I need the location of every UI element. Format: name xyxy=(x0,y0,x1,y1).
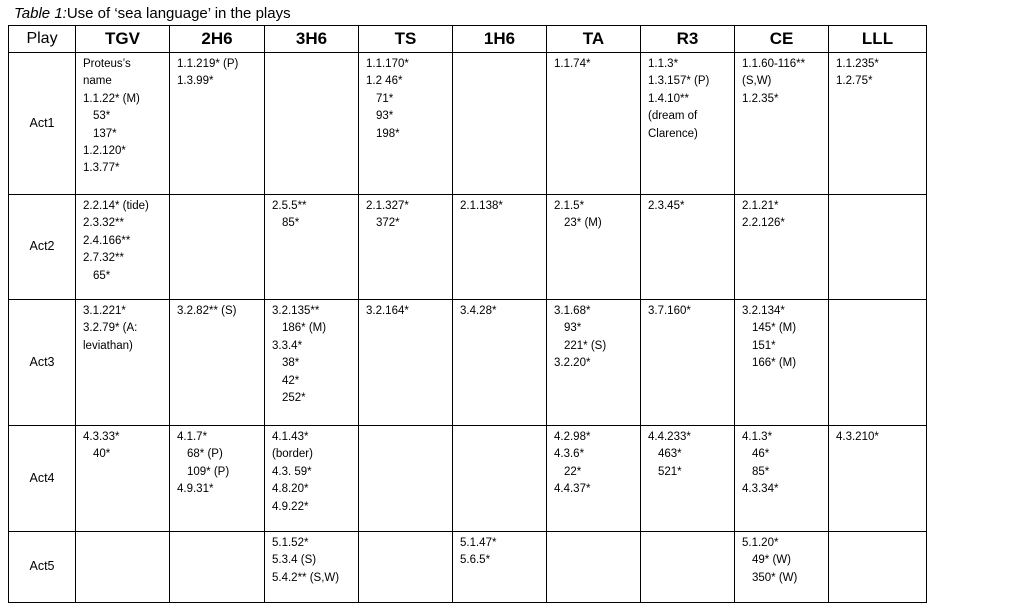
scene-reference: 2.5.5** xyxy=(272,200,307,212)
table-cell xyxy=(170,53,265,195)
table-cell xyxy=(547,426,641,532)
scene-reference: 2.3.32** xyxy=(83,217,124,230)
scene-reference: Clarence) xyxy=(648,127,698,140)
scene-reference: 5.1.47* xyxy=(460,537,497,549)
column-header-lll: LLL xyxy=(829,26,927,53)
scene-reference: 4.9.31* xyxy=(177,483,214,496)
scene-reference: 4.2.98* xyxy=(554,431,591,443)
scene-reference: 3.1.68* xyxy=(554,305,591,317)
table-cell xyxy=(547,195,641,300)
scene-reference: 1.1.3* xyxy=(648,58,679,70)
scene-reference: 151* xyxy=(752,339,776,352)
scene-reference: 4.3.210* xyxy=(836,431,879,443)
scene-reference: 71* xyxy=(376,92,394,105)
table-cell xyxy=(641,532,735,603)
table-cell xyxy=(453,426,547,532)
table-row-act1 xyxy=(9,53,927,195)
scene-reference: 2.2.126* xyxy=(742,217,785,230)
scene-reference: 5.1.52* xyxy=(272,537,309,549)
scene-reference: 4.3.34* xyxy=(742,483,779,496)
scene-reference: 3.3.4* xyxy=(272,339,303,352)
table-row-act3 xyxy=(9,300,927,426)
sea-language-table xyxy=(8,25,927,603)
table-body xyxy=(9,53,927,603)
scene-reference: 137* xyxy=(93,127,117,140)
scene-reference: 3.1.221* xyxy=(83,305,126,317)
table-cell xyxy=(265,195,359,300)
scene-reference: 2.1.327* xyxy=(366,200,409,212)
scene-reference: 198* xyxy=(376,127,400,140)
column-header-ta: TA xyxy=(547,26,641,53)
table-cell xyxy=(735,532,829,603)
scene-reference: 4.9.22* xyxy=(272,500,309,513)
scene-reference: 1.3.77* xyxy=(83,162,120,175)
scene-reference: 4.8.20* xyxy=(272,483,309,496)
scene-reference: 1.1.219* (P) xyxy=(177,58,239,70)
column-header-r3: R3 xyxy=(641,26,735,53)
scene-reference: 2.2.14* (tide) xyxy=(83,200,149,212)
column-header-1h6: 1H6 xyxy=(453,26,547,53)
table-row-act4 xyxy=(9,426,927,532)
scene-reference: leviathan) xyxy=(83,339,133,352)
scene-reference: 3.2.79* (A: xyxy=(83,322,138,335)
table-cell xyxy=(453,53,547,195)
scene-reference: 4.1.3* xyxy=(742,431,773,443)
scene-reference: 166* (M) xyxy=(752,357,797,370)
scene-reference: 3.2.135** xyxy=(272,305,320,317)
scene-reference: 2.1.21* xyxy=(742,200,779,212)
scene-reference: 1.2.120* xyxy=(83,145,126,158)
scene-reference: 5.4.2** (S,W) xyxy=(272,571,340,584)
scene-reference: 4.4.37* xyxy=(554,483,591,496)
table-cell xyxy=(735,426,829,532)
table-cell xyxy=(76,426,170,532)
table-cell xyxy=(359,426,453,532)
scene-reference: 521* xyxy=(658,465,682,478)
scene-reference: Proteus’s xyxy=(83,58,131,70)
column-header-play: Play xyxy=(9,26,76,53)
scene-reference: name xyxy=(83,75,112,88)
column-header-3h6: 3H6 xyxy=(265,26,359,53)
table-cell xyxy=(547,532,641,603)
scene-reference: 3.2.20* xyxy=(554,357,591,370)
scene-reference: 40* xyxy=(93,448,111,461)
scene-reference: 65* xyxy=(93,269,111,282)
scene-reference: 42* xyxy=(282,374,300,387)
table-cell xyxy=(735,53,829,195)
act-label: Act3 xyxy=(9,300,76,426)
scene-reference: 3.4.28* xyxy=(460,305,497,317)
scene-reference: 4.4.233* xyxy=(648,431,691,443)
scene-reference: 252* xyxy=(282,392,306,405)
table-cell xyxy=(265,300,359,426)
table-cell xyxy=(359,532,453,603)
column-header-ts: TS xyxy=(359,26,453,53)
table-cell xyxy=(359,53,453,195)
table-cell xyxy=(76,300,170,426)
scene-reference: 1.1.74* xyxy=(554,58,591,70)
column-header-tgv: TGV xyxy=(76,26,170,53)
scene-reference: 22* xyxy=(564,465,582,478)
column-header-ce: CE xyxy=(735,26,829,53)
scene-reference: 1.2 46* xyxy=(366,75,403,88)
scene-reference: 85* xyxy=(282,217,300,230)
scene-reference: 5.1.20* xyxy=(742,537,779,549)
scene-reference: (S,W) xyxy=(742,75,772,88)
table-cell xyxy=(170,300,265,426)
table-cell xyxy=(76,195,170,300)
table-cell xyxy=(170,195,265,300)
scene-reference: 3.7.160* xyxy=(648,305,691,317)
table-cell xyxy=(829,532,927,603)
column-header-2h6: 2H6 xyxy=(170,26,265,53)
table-cell xyxy=(829,53,927,195)
scene-reference: 1.2.75* xyxy=(836,75,873,88)
scene-reference: 3.2.134* xyxy=(742,305,785,317)
scene-reference: 109* (P) xyxy=(187,465,230,478)
scene-reference: 85* xyxy=(752,465,770,478)
scene-reference: 46* xyxy=(752,448,770,461)
table-cell xyxy=(641,195,735,300)
scene-reference: 5.6.5* xyxy=(460,554,491,567)
scene-reference: 5.3.4 (S) xyxy=(272,554,317,567)
scene-reference: 4.1.43* xyxy=(272,431,309,443)
scene-reference: 93* xyxy=(564,322,582,335)
scene-reference: 3.2.164* xyxy=(366,305,409,317)
scene-reference: (border) xyxy=(272,448,313,461)
scene-reference: 2.4.166** xyxy=(83,234,131,247)
scene-reference: 49* (W) xyxy=(752,554,791,567)
act-label: Act4 xyxy=(9,426,76,532)
caption-label: Table 1: xyxy=(14,5,67,22)
scene-reference: 4.3. 59* xyxy=(272,465,312,478)
scene-reference: 2.1.5* xyxy=(554,200,585,212)
table-cell xyxy=(547,53,641,195)
table-cell xyxy=(735,195,829,300)
table-cell xyxy=(170,532,265,603)
scene-reference: 463* xyxy=(658,448,682,461)
scene-reference: 1.1.235* xyxy=(836,58,879,70)
scene-reference: 1.3.157* (P) xyxy=(648,75,710,88)
scene-reference: 4.3.33* xyxy=(83,431,120,443)
table-cell xyxy=(641,53,735,195)
table-caption xyxy=(14,4,291,23)
scene-reference: 2.7.32** xyxy=(83,252,124,265)
scene-reference: 1.4.10** xyxy=(648,92,689,105)
scene-reference: 186* (M) xyxy=(282,322,327,335)
scene-reference: 2.3.45* xyxy=(648,200,685,212)
table-row-act2 xyxy=(9,195,927,300)
table-cell xyxy=(641,426,735,532)
scene-reference: 1.3.99* xyxy=(177,75,214,88)
table-cell xyxy=(453,300,547,426)
act-label: Act2 xyxy=(9,195,76,300)
table-cell xyxy=(829,300,927,426)
scene-reference: 4.1.7* xyxy=(177,431,208,443)
scene-reference: 1.1.170* xyxy=(366,58,409,70)
caption-text: Use of ‘sea language’ in the plays xyxy=(66,5,291,22)
scene-reference: 372* xyxy=(376,217,400,230)
scene-reference: 53* xyxy=(93,110,111,123)
table-cell xyxy=(265,426,359,532)
table-cell xyxy=(359,300,453,426)
table-cell xyxy=(453,195,547,300)
scene-reference: 4.3.6* xyxy=(554,448,585,461)
table-row-act5 xyxy=(9,532,927,603)
table-cell xyxy=(265,532,359,603)
scene-reference: 145* (M) xyxy=(752,322,797,335)
scene-reference: 23* (M) xyxy=(564,217,602,230)
table-cell xyxy=(547,300,641,426)
table-cell xyxy=(735,300,829,426)
scene-reference: 38* xyxy=(282,357,300,370)
table-cell xyxy=(829,426,927,532)
table-cell xyxy=(170,426,265,532)
scene-reference: 2.1.138* xyxy=(460,200,503,212)
scene-reference: 3.2.82** (S) xyxy=(177,305,237,317)
table-cell xyxy=(76,532,170,603)
act-label: Act5 xyxy=(9,532,76,603)
scene-reference: 1.2.35* xyxy=(742,92,779,105)
scene-reference: 68* (P) xyxy=(187,448,223,461)
table-cell xyxy=(453,532,547,603)
scene-reference: 1.1.60-116** xyxy=(742,58,806,70)
scene-reference: 221* (S) xyxy=(564,339,607,352)
scene-reference: 350* (W) xyxy=(752,571,798,584)
table-cell xyxy=(359,195,453,300)
scene-reference: 93* xyxy=(376,110,394,123)
table-cell xyxy=(829,195,927,300)
table-cell xyxy=(641,300,735,426)
act-label: Act1 xyxy=(9,53,76,195)
scene-reference: (dream of xyxy=(648,110,698,123)
header-row xyxy=(9,26,927,53)
table-cell xyxy=(76,53,170,195)
table-cell xyxy=(265,53,359,195)
scene-reference: 1.1.22* (M) xyxy=(83,92,140,105)
